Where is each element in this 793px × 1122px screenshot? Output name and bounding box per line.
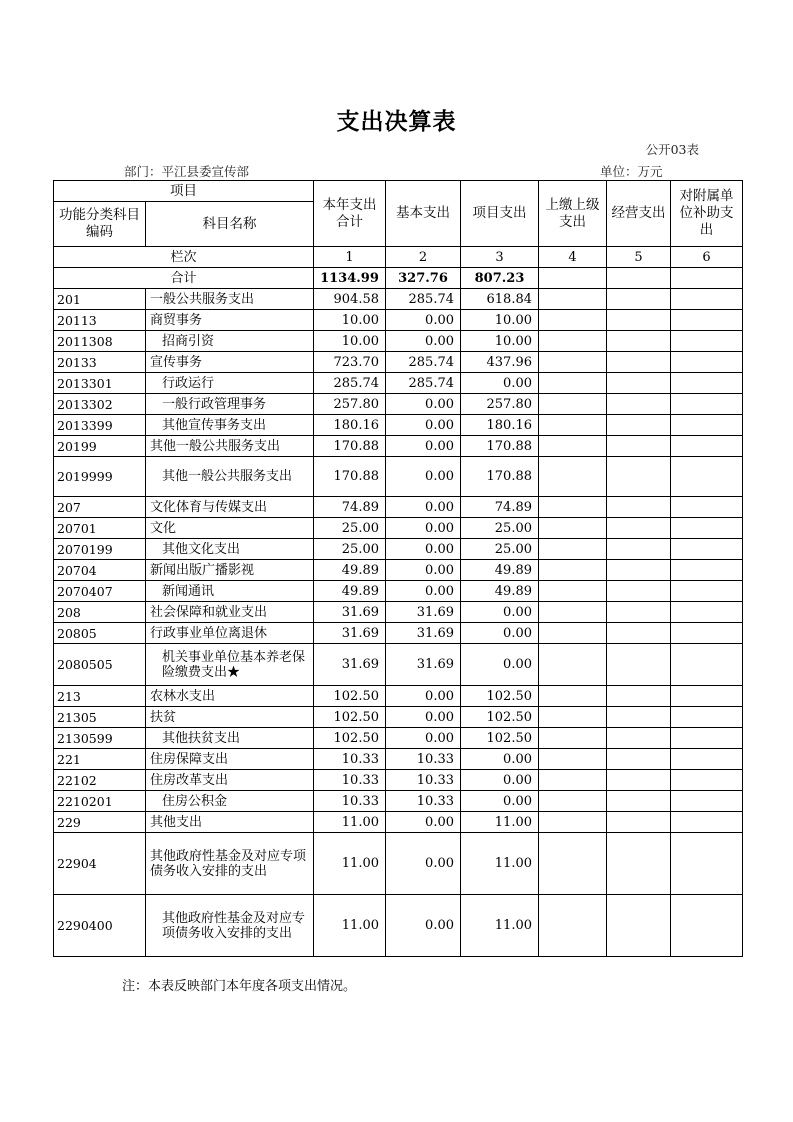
row-business — [607, 728, 671, 749]
row-basic: 10.33 — [386, 749, 461, 770]
table-row — [54, 644, 743, 686]
expenditure-table — [53, 180, 743, 957]
row-subsidy — [671, 518, 743, 539]
header-code: 功能分类科目编码 — [54, 202, 146, 247]
row-upper — [539, 686, 607, 707]
row-upper — [539, 415, 607, 436]
row-code: 2011308 — [54, 331, 146, 352]
row-business — [607, 539, 671, 560]
header-subsidy: 对附属单位补助支出 — [671, 181, 743, 247]
row-upper — [539, 497, 607, 518]
table-row — [54, 812, 743, 833]
row-project: 10.00 — [461, 331, 539, 352]
row-code: 208 — [54, 602, 146, 623]
row-upper — [539, 310, 607, 331]
row-total: 723.70 — [314, 352, 386, 373]
table-number: 公开03表 — [645, 142, 699, 157]
row-total: 102.50 — [314, 707, 386, 728]
row-upper — [539, 373, 607, 394]
table-row — [54, 728, 743, 749]
column-index: 2 — [386, 247, 461, 268]
row-basic: 10.33 — [386, 770, 461, 791]
row-name: 其他政府性基金及对应专项债务收入安排的支出 — [146, 833, 314, 895]
row-upper — [539, 707, 607, 728]
row-basic: 0.00 — [386, 436, 461, 457]
row-upper — [539, 394, 607, 415]
row-upper — [539, 770, 607, 791]
table-row — [54, 497, 743, 518]
row-project: 11.00 — [461, 812, 539, 833]
row-basic: 0.00 — [386, 415, 461, 436]
row-name: 机关事业单位基本养老保险缴费支出★ — [146, 644, 314, 686]
row-name: 行政运行 — [146, 373, 314, 394]
row-upper — [539, 457, 607, 497]
row-business — [607, 644, 671, 686]
row-business — [607, 707, 671, 728]
total-business — [607, 268, 671, 289]
row-total: 180.16 — [314, 415, 386, 436]
row-total: 170.88 — [314, 436, 386, 457]
row-upper — [539, 560, 607, 581]
row-name: 扶贫 — [146, 707, 314, 728]
header-total: 本年支出合计 — [314, 181, 386, 247]
row-code: 2070199 — [54, 539, 146, 560]
column-index: 1 — [314, 247, 386, 268]
row-total: 102.50 — [314, 728, 386, 749]
row-business — [607, 436, 671, 457]
row-business — [607, 352, 671, 373]
row-project: 0.00 — [461, 373, 539, 394]
total-project: 807.23 — [461, 268, 539, 289]
header-name: 科目名称 — [146, 202, 314, 247]
row-project: 170.88 — [461, 457, 539, 497]
row-upper — [539, 833, 607, 895]
row-business — [607, 581, 671, 602]
row-project: 0.00 — [461, 749, 539, 770]
row-code: 20113 — [54, 310, 146, 331]
row-basic: 0.00 — [386, 812, 461, 833]
row-project: 25.00 — [461, 518, 539, 539]
header-basic: 基本支出 — [386, 181, 461, 247]
row-basic: 31.69 — [386, 623, 461, 644]
column-index: 6 — [671, 247, 743, 268]
row-subsidy — [671, 749, 743, 770]
row-upper — [539, 352, 607, 373]
table-row — [54, 770, 743, 791]
table-row — [54, 352, 743, 373]
row-code: 2019999 — [54, 457, 146, 497]
row-upper — [539, 749, 607, 770]
column-index: 3 — [461, 247, 539, 268]
row-total: 31.69 — [314, 623, 386, 644]
row-upper — [539, 289, 607, 310]
row-project: 102.50 — [461, 728, 539, 749]
row-code: 221 — [54, 749, 146, 770]
table-row — [54, 310, 743, 331]
row-name: 其他支出 — [146, 812, 314, 833]
row-business — [607, 602, 671, 623]
row-code: 2080505 — [54, 644, 146, 686]
row-name: 招商引资 — [146, 331, 314, 352]
header-upper: 上缴上级支出 — [539, 181, 607, 247]
row-basic: 285.74 — [386, 352, 461, 373]
row-name: 住房改革支出 — [146, 770, 314, 791]
row-business — [607, 770, 671, 791]
row-project: 11.00 — [461, 833, 539, 895]
row-code: 207 — [54, 497, 146, 518]
row-basic: 31.69 — [386, 602, 461, 623]
row-name: 宣传事务 — [146, 352, 314, 373]
row-total: 102.50 — [314, 686, 386, 707]
row-business — [607, 518, 671, 539]
row-total: 10.00 — [314, 310, 386, 331]
total-basic: 327.76 — [386, 268, 461, 289]
row-upper — [539, 602, 607, 623]
column-index: 4 — [539, 247, 607, 268]
row-project: 0.00 — [461, 770, 539, 791]
row-subsidy — [671, 539, 743, 560]
row-name: 其他一般公共服务支出 — [146, 457, 314, 497]
total-subsidy — [671, 268, 743, 289]
row-code: 2070407 — [54, 581, 146, 602]
row-basic: 0.00 — [386, 707, 461, 728]
row-subsidy — [671, 728, 743, 749]
row-subsidy — [671, 623, 743, 644]
row-basic: 0.00 — [386, 310, 461, 331]
row-subsidy — [671, 560, 743, 581]
table-row — [54, 289, 743, 310]
row-business — [607, 497, 671, 518]
row-total: 11.00 — [314, 833, 386, 895]
total-upper — [539, 268, 607, 289]
row-name: 其他扶贫支出 — [146, 728, 314, 749]
row-basic: 0.00 — [386, 686, 461, 707]
row-subsidy — [671, 770, 743, 791]
row-upper — [539, 623, 607, 644]
row-name: 住房公积金 — [146, 791, 314, 812]
row-subsidy — [671, 289, 743, 310]
row-total: 31.69 — [314, 602, 386, 623]
row-upper — [539, 791, 607, 812]
table-row — [54, 373, 743, 394]
row-subsidy — [671, 602, 743, 623]
row-project: 0.00 — [461, 623, 539, 644]
table-row — [54, 895, 743, 957]
row-name: 商贸事务 — [146, 310, 314, 331]
row-total: 11.00 — [314, 895, 386, 957]
header-business: 经营支出 — [607, 181, 671, 247]
row-code: 20701 — [54, 518, 146, 539]
row-name: 社会保障和就业支出 — [146, 602, 314, 623]
table-row — [54, 518, 743, 539]
row-project: 257.80 — [461, 394, 539, 415]
row-upper — [539, 812, 607, 833]
row-project: 0.00 — [461, 791, 539, 812]
row-code: 20133 — [54, 352, 146, 373]
row-code: 2013399 — [54, 415, 146, 436]
row-total: 25.00 — [314, 539, 386, 560]
row-business — [607, 791, 671, 812]
row-basic: 10.33 — [386, 791, 461, 812]
row-code: 20704 — [54, 560, 146, 581]
row-code: 2013301 — [54, 373, 146, 394]
unit-label: 单位：万元 — [600, 164, 663, 179]
table-row — [54, 581, 743, 602]
row-name: 行政事业单位离退休 — [146, 623, 314, 644]
row-upper — [539, 518, 607, 539]
row-code: 229 — [54, 812, 146, 833]
header-project-expense: 项目支出 — [461, 181, 539, 247]
row-name: 其他宣传事务支出 — [146, 415, 314, 436]
row-basic: 0.00 — [386, 560, 461, 581]
row-total: 11.00 — [314, 812, 386, 833]
row-business — [607, 310, 671, 331]
row-code: 201 — [54, 289, 146, 310]
row-business — [607, 833, 671, 895]
row-project: 0.00 — [461, 602, 539, 623]
table-row — [54, 749, 743, 770]
table-row — [54, 436, 743, 457]
row-business — [607, 749, 671, 770]
row-total: 10.33 — [314, 791, 386, 812]
row-total: 49.89 — [314, 581, 386, 602]
row-subsidy — [671, 436, 743, 457]
row-total: 49.89 — [314, 560, 386, 581]
row-project: 0.00 — [461, 644, 539, 686]
row-code: 2210201 — [54, 791, 146, 812]
row-name: 新闻通讯 — [146, 581, 314, 602]
row-subsidy — [671, 791, 743, 812]
row-total: 10.00 — [314, 331, 386, 352]
table-row — [54, 791, 743, 812]
total-amount: 1134.99 — [314, 268, 386, 289]
row-project: 102.50 — [461, 686, 539, 707]
row-code: 213 — [54, 686, 146, 707]
row-subsidy — [671, 310, 743, 331]
row-subsidy — [671, 686, 743, 707]
table-row — [54, 602, 743, 623]
row-subsidy — [671, 895, 743, 957]
table-row — [54, 623, 743, 644]
row-code: 20199 — [54, 436, 146, 457]
row-business — [607, 394, 671, 415]
row-upper — [539, 436, 607, 457]
row-code: 2130599 — [54, 728, 146, 749]
row-project: 618.84 — [461, 289, 539, 310]
row-code: 22904 — [54, 833, 146, 895]
row-basic: 0.00 — [386, 728, 461, 749]
row-business — [607, 331, 671, 352]
row-basic: 0.00 — [386, 331, 461, 352]
row-upper — [539, 895, 607, 957]
row-project: 180.16 — [461, 415, 539, 436]
row-subsidy — [671, 812, 743, 833]
row-total: 31.69 — [314, 644, 386, 686]
row-total: 257.80 — [314, 394, 386, 415]
row-name: 其他政府性基金及对应专项债务收入安排的支出 — [146, 895, 314, 957]
row-name: 其他一般公共服务支出 — [146, 436, 314, 457]
department-label: 部门：平江县委宣传部 — [124, 164, 250, 179]
page-title: 支出决算表 — [336, 109, 457, 135]
row-business — [607, 415, 671, 436]
row-business — [607, 560, 671, 581]
row-total: 25.00 — [314, 518, 386, 539]
row-subsidy — [671, 394, 743, 415]
row-subsidy — [671, 352, 743, 373]
row-project: 74.89 — [461, 497, 539, 518]
row-name: 农林水支出 — [146, 686, 314, 707]
row-business — [607, 457, 671, 497]
table-row — [54, 707, 743, 728]
row-basic: 0.00 — [386, 539, 461, 560]
column-index: 5 — [607, 247, 671, 268]
row-project: 11.00 — [461, 895, 539, 957]
row-project: 102.50 — [461, 707, 539, 728]
table-row — [54, 415, 743, 436]
row-subsidy — [671, 581, 743, 602]
row-total: 10.33 — [314, 770, 386, 791]
row-subsidy — [671, 457, 743, 497]
table-row — [54, 560, 743, 581]
row-upper — [539, 331, 607, 352]
table-row — [54, 686, 743, 707]
row-basic: 0.00 — [386, 581, 461, 602]
row-total: 74.89 — [314, 497, 386, 518]
table-row — [54, 394, 743, 415]
row-subsidy — [671, 707, 743, 728]
row-subsidy — [671, 331, 743, 352]
row-basic: 0.00 — [386, 833, 461, 895]
row-code: 21305 — [54, 707, 146, 728]
row-project: 49.89 — [461, 581, 539, 602]
row-subsidy — [671, 497, 743, 518]
row-name: 住房保障支出 — [146, 749, 314, 770]
row-business — [607, 373, 671, 394]
row-upper — [539, 728, 607, 749]
row-project: 25.00 — [461, 539, 539, 560]
row-subsidy — [671, 833, 743, 895]
row-subsidy — [671, 644, 743, 686]
footnote: 注：本表反映部门本年度各项支出情况。 — [122, 979, 357, 994]
row-name: 新闻出版广播影视 — [146, 560, 314, 581]
row-business — [607, 623, 671, 644]
header-project: 项目 — [54, 181, 314, 202]
row-name: 其他文化支出 — [146, 539, 314, 560]
row-name: 一般公共服务支出 — [146, 289, 314, 310]
row-basic: 285.74 — [386, 373, 461, 394]
table-row — [54, 331, 743, 352]
row-total: 904.58 — [314, 289, 386, 310]
column-index-label: 栏次 — [54, 247, 314, 268]
row-total: 285.74 — [314, 373, 386, 394]
row-code: 2013302 — [54, 394, 146, 415]
row-subsidy — [671, 415, 743, 436]
row-business — [607, 812, 671, 833]
row-upper — [539, 539, 607, 560]
row-basic: 0.00 — [386, 895, 461, 957]
row-project: 10.00 — [461, 310, 539, 331]
table-row — [54, 457, 743, 497]
row-project: 170.88 — [461, 436, 539, 457]
table-row — [54, 833, 743, 895]
row-upper — [539, 581, 607, 602]
row-project: 437.96 — [461, 352, 539, 373]
row-name: 文化体育与传媒支出 — [146, 497, 314, 518]
row-basic: 0.00 — [386, 394, 461, 415]
row-total: 170.88 — [314, 457, 386, 497]
row-code: 2290400 — [54, 895, 146, 957]
total-label: 合计 — [54, 268, 314, 289]
row-basic: 285.74 — [386, 289, 461, 310]
row-project: 49.89 — [461, 560, 539, 581]
row-basic: 0.00 — [386, 518, 461, 539]
row-upper — [539, 644, 607, 686]
row-business — [607, 289, 671, 310]
row-subsidy — [671, 373, 743, 394]
row-business — [607, 895, 671, 957]
row-basic: 0.00 — [386, 457, 461, 497]
row-basic: 0.00 — [386, 497, 461, 518]
row-code: 22102 — [54, 770, 146, 791]
row-basic: 31.69 — [386, 644, 461, 686]
row-total: 10.33 — [314, 749, 386, 770]
row-business — [607, 686, 671, 707]
table-row — [54, 539, 743, 560]
row-name: 一般行政管理事务 — [146, 394, 314, 415]
row-name: 文化 — [146, 518, 314, 539]
row-code: 20805 — [54, 623, 146, 644]
